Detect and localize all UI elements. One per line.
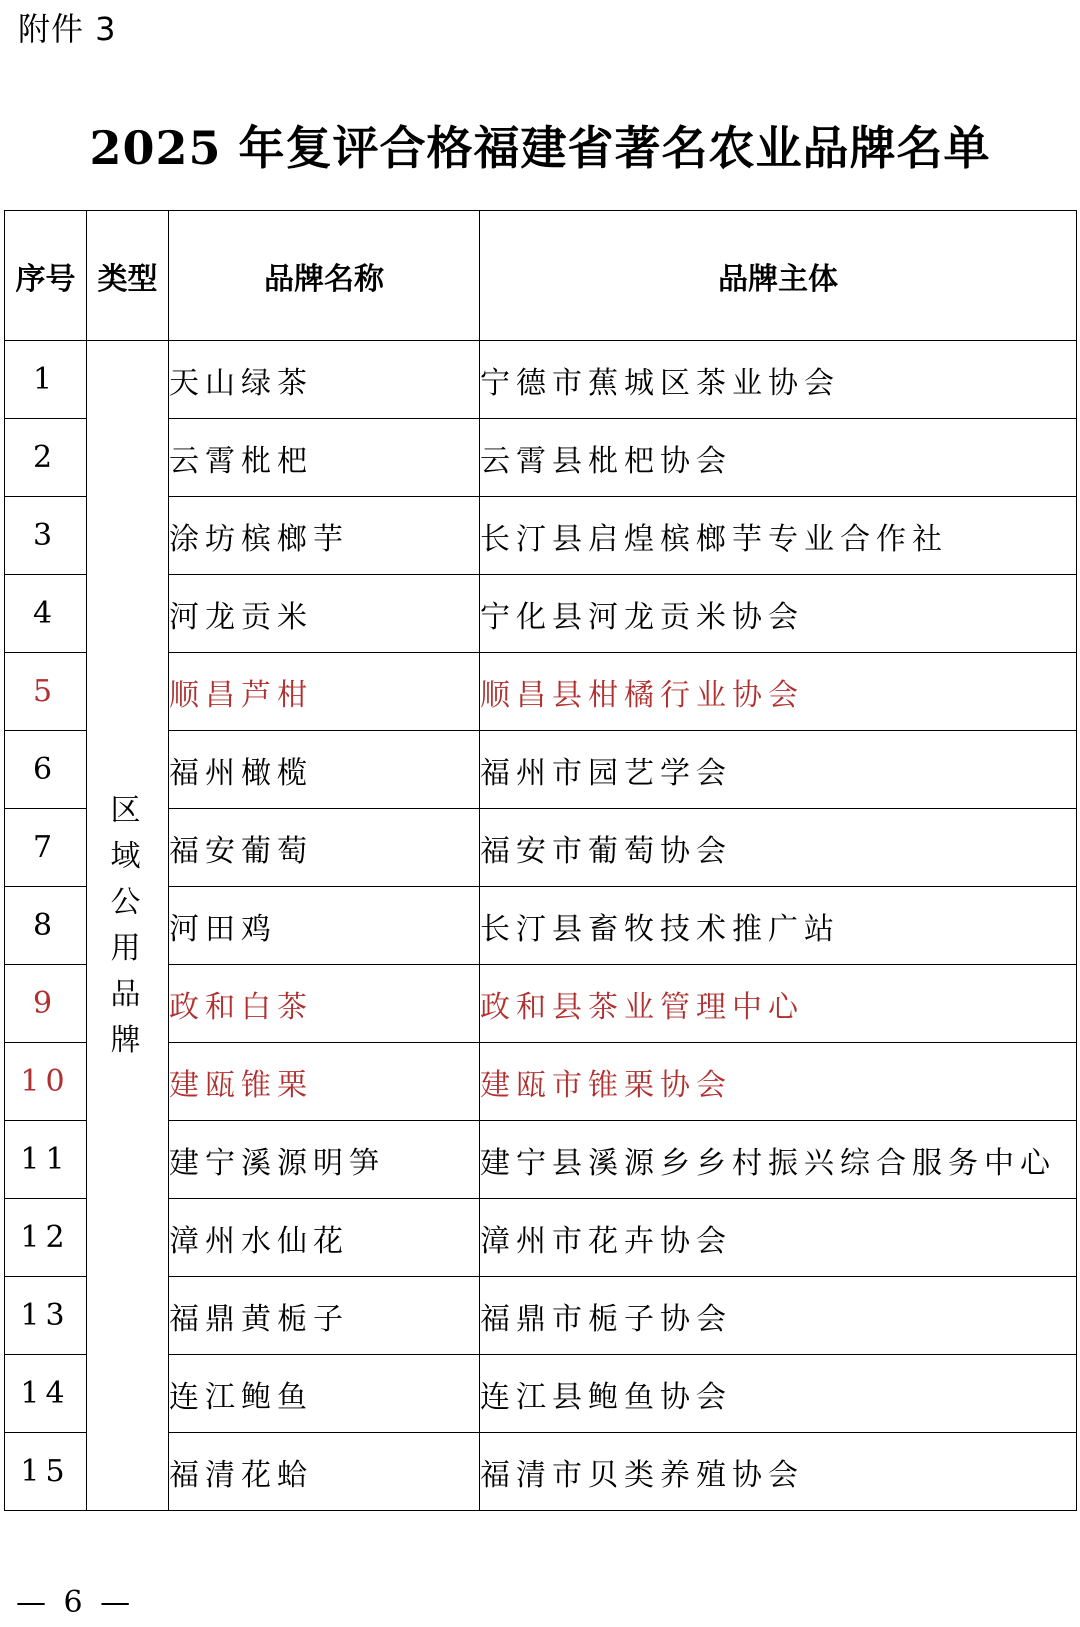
- row-seq: 5: [5, 653, 87, 731]
- row-seq: 11: [5, 1121, 87, 1199]
- row-brand-name: 福清花蛤: [169, 1433, 480, 1511]
- column-header-brand: 品牌名称: [169, 211, 480, 341]
- row-brand-owner: 漳州市花卉协会: [480, 1199, 1077, 1277]
- row-brand-name: 漳州水仙花: [169, 1199, 480, 1277]
- row-brand-owner: 长汀县启煌槟榔芋专业合作社: [480, 497, 1077, 575]
- row-brand-owner: 宁德市蕉城区茶业协会: [480, 341, 1077, 419]
- row-brand-owner: 福清市贝类养殖协会: [480, 1433, 1077, 1511]
- row-brand-owner: 连江县鲍鱼协会: [480, 1355, 1077, 1433]
- row-brand-name: 天山绿茶: [169, 341, 480, 419]
- row-brand-owner: 福安市葡萄协会: [480, 809, 1077, 887]
- attachment-label: 附件 3: [18, 10, 117, 48]
- row-brand-name: 福鼎黄栀子: [169, 1277, 480, 1355]
- row-brand-owner: 福州市园艺学会: [480, 731, 1077, 809]
- row-seq: 13: [5, 1277, 87, 1355]
- row-brand-name: 福州橄榄: [169, 731, 480, 809]
- row-brand-name: 建瓯锥栗: [169, 1043, 480, 1121]
- row-brand-owner: 政和县茶业管理中心: [480, 965, 1077, 1043]
- column-header-owner: 品牌主体: [480, 211, 1077, 341]
- type-label: 区域公用品牌: [110, 792, 147, 1058]
- row-seq: 6: [5, 731, 87, 809]
- document-title: 2025 年复评合格福建省著名农业品牌名单: [89, 121, 991, 175]
- type-cell: [87, 341, 169, 1511]
- row-brand-owner: 建宁县溪源乡乡村振兴综合服务中心: [480, 1121, 1077, 1199]
- row-brand-name: 河田鸡: [169, 887, 480, 965]
- table-body: [5, 341, 1077, 1511]
- row-seq: 1: [5, 341, 87, 419]
- row-brand-owner: 建瓯市锥栗协会: [480, 1043, 1077, 1121]
- row-seq: 8: [5, 887, 87, 965]
- row-brand-name: 涂坊槟榔芋: [169, 497, 480, 575]
- page-number: — 6 —: [16, 1585, 135, 1620]
- row-brand-name: 福安葡萄: [169, 809, 480, 887]
- row-brand-name: 建宁溪源明笋: [169, 1121, 480, 1199]
- table-row: [5, 341, 1077, 419]
- row-brand-name: 政和白茶: [169, 965, 480, 1043]
- row-seq: 15: [5, 1433, 87, 1511]
- row-brand-owner: 顺昌县柑橘行业协会: [480, 653, 1077, 731]
- row-seq: 9: [5, 965, 87, 1043]
- row-brand-owner: 宁化县河龙贡米协会: [480, 575, 1077, 653]
- row-brand-name: 河龙贡米: [169, 575, 480, 653]
- row-brand-owner: 云霄县枇杷协会: [480, 419, 1077, 497]
- row-seq: 7: [5, 809, 87, 887]
- row-seq: 14: [5, 1355, 87, 1433]
- row-seq: 2: [5, 419, 87, 497]
- row-brand-owner: 长汀县畜牧技术推广站: [480, 887, 1077, 965]
- row-brand-owner: 福鼎市栀子协会: [480, 1277, 1077, 1355]
- row-brand-name: 顺昌芦柑: [169, 653, 480, 731]
- table-header-row: [5, 211, 1077, 341]
- row-seq: 10: [5, 1043, 87, 1121]
- column-header-type: 类型: [87, 211, 169, 341]
- column-header-seq: 序号: [5, 211, 87, 341]
- brand-table: [4, 210, 1077, 1511]
- row-seq: 4: [5, 575, 87, 653]
- row-seq: 12: [5, 1199, 87, 1277]
- row-brand-name: 连江鲍鱼: [169, 1355, 480, 1433]
- row-seq: 3: [5, 497, 87, 575]
- row-brand-name: 云霄枇杷: [169, 419, 480, 497]
